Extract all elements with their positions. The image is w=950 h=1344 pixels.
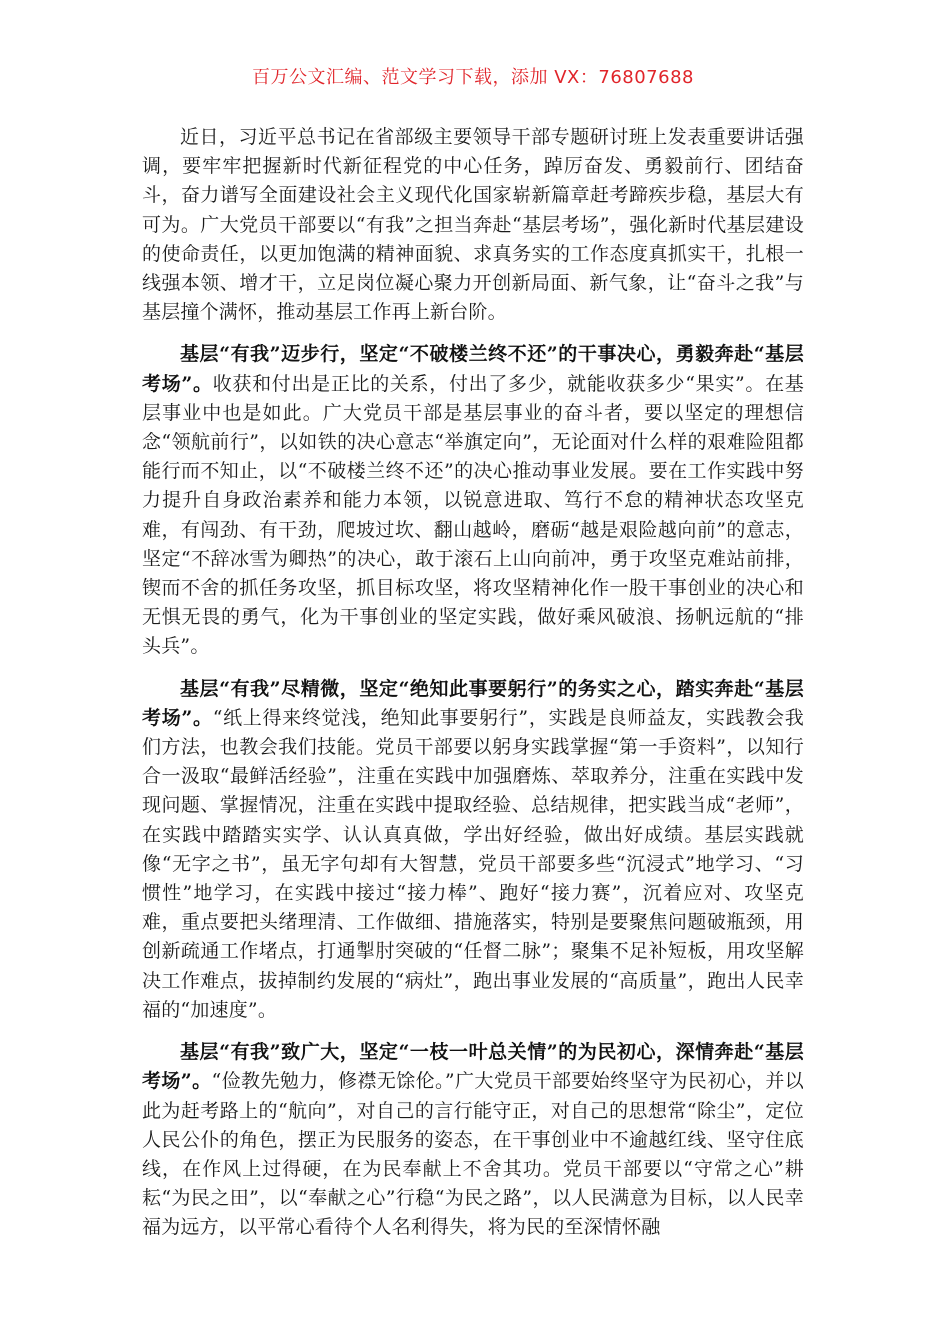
paragraph-intro-text: 近日，习近平总书记在省部级主要领导干部专题研讨班上发表重要讲话强调，要牢牢把握新时代新征程党的中心任务，踔厉奋发、勇毅前行、团结奋斗，奋力谱写全面建设社会主义现代化国家崭新篇章赶考蹄疾步稳，基层大有可为。广大党员干部要以“有我”之担当奔赴“基层考场”，强化新时代基层建设的使命责任，以更加饱满的精神面貌、求真务实的工作态度真抓实干，扎根一线强本领、增才干，立足岗位凝心聚力开创新局面、新气象，让“奋斗之我”与基层撞个满怀，推动基层工作再上新台阶。 — [142, 126, 804, 324]
paragraph-section-1 — [142, 340, 804, 661]
section-2-heading: 基层“有我”尽精微，坚定“绝知此事要躬行”的务实之心，踏实奔赴“基层考场”。 — [142, 677, 804, 729]
section-1-heading: 基层“有我”迈步行，坚定“不破楼兰终不还”的干事决心，勇毅奔赴“基层考场”。 — [142, 343, 804, 395]
article-body — [142, 123, 804, 1256]
section-2-text: “纸上得来终觉浅，绝知此事要躬行”，实践是良师益友，实践教会我们方法，也教会我们技能。党员干部要以躬身实践掌握“第一手资料”，以知行合一汲取“最鲜活经验”，注重在实践中加强磨炼、萃取养分，注重在实践中发现问题、掌握情况，注重在实践中提取经验、总结规律，把实践当成“老师”，在实践中踏踏实实学、认认真真做，学出好经验，做出好成绩。基层实践就像“无字之书”，虽无字句却有大智慧，党员干部要多些“沉浸式”地学习、“习惯性”地学习，在实践中接过“接力棒”、跑好“接力赛”，沉着应对、攻坚克难，重点要把头绪理清、工作做细、措施落实，特别是要聚焦问题破瓶颈，用创新疏通工作堵点，打通掣肘突破的“任督二脉”；聚集不足补短板，用攻坚解决工作难点，拔掉制约发展的“病灶”，跑出事业发展的“高质量”，跑出人民幸福的“加速度”。 — [142, 706, 804, 1021]
paragraph-intro — [142, 123, 804, 327]
section-1-text: 收获和付出是正比的关系，付出了多少，就能收获多少“果实”。在基层事业中也是如此。广大党员干部是基层事业的奋斗者，要以坚定的理想信念“领航前行”，以如铁的决心意志“举旗定向”，无论面对什么样的艰难险阻都能行而不知止，以“不破楼兰终不还”的决心推动事业发展。要在工作实践中努力提升自身政治素养和能力本领，以锐意进取、笃行不怠的精神状态攻坚克难，有闯劲、有干劲，爬坡过坎、翻山越岭，磨砺“越是艰险越向前”的意志，坚定“不辞冰雪为卿热”的决心，敢于滚石上山向前冲，勇于攻坚克难站前排，锲而不舍的抓任务攻坚，抓目标攻坚，将攻坚精神化作一股干事创业的决心和无惧无畏的勇气，化为干事创业的坚定实践，做好乘风破浪、扬帆远航的“排头兵”。 — [142, 372, 804, 658]
paragraph-section-2 — [142, 675, 804, 1025]
section-3-text: “俭教先勉力，修襟无馀伦。”广大党员干部要始终坚守为民初心，并以此为赶考路上的“航向”，对自己的言行能守正，对自己的思想常“除尘”，定位人民公仆的角色，摆正为民服务的姿态，在干事创业中不逾越红线、坚守住底线，在作风上过得硬，在为民奉献上不舍其功。党员干部要以“守常之心”耕耘“为民之田”，以“奉献之心”行稳“为民之路”，以人民满意为目标，以人民幸福为远方，以平常心看待个人名利得失，将为民的至深情怀融 — [142, 1070, 804, 1239]
watermark-header: 百万公文汇编、范文学习下载，添加 VX：76807688 — [252, 67, 694, 88]
paragraph-section-3 — [142, 1038, 804, 1242]
section-3-heading: 基层“有我”致广大，坚定“一枝一叶总关情”的为民初心，深情奔赴“基层考场”。 — [142, 1041, 804, 1093]
